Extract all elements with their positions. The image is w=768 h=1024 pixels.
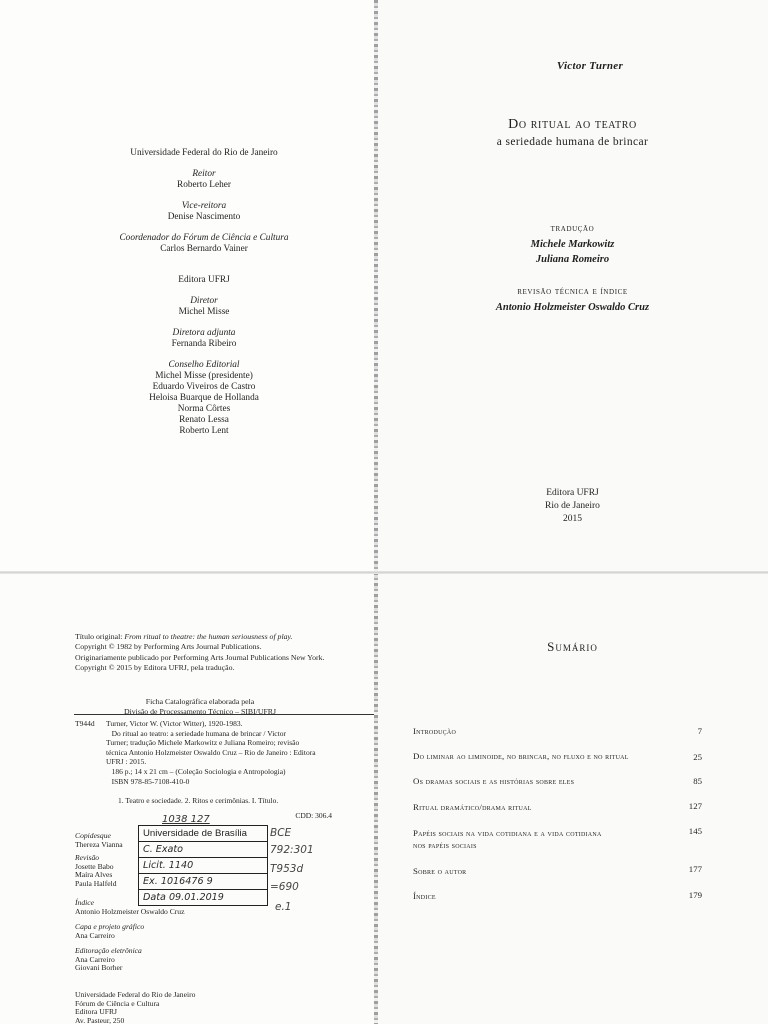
- toc-entry-page: 179: [688, 890, 702, 900]
- catalog-line: 186 p.; 14 x 21 cm – (Coleção Sociologia e Antropologia): [106, 766, 286, 776]
- credits-page: [0, 0, 376, 572]
- translation-label: tradução: [550, 223, 595, 234]
- stamp-row-licit: Licit. 1140: [139, 858, 267, 874]
- technical-reviewer-name: Antonio Holzmeister Oswaldo Cruz: [495, 302, 650, 313]
- catalog-subjects: 1. Teatro e sociedade. 2. Ritos e cerimônias. I. Título.: [118, 796, 279, 805]
- table-of-contents-page: [377, 573, 768, 1024]
- catalog-body: [106, 719, 338, 786]
- book-subtitle: a seriedade humana de brincar: [496, 136, 649, 148]
- ficha-heading-line: Divisão de Processamento Técnico – SIBI/UFRJ: [123, 706, 277, 716]
- conselho-member: Renato Lessa: [179, 415, 229, 425]
- university-name: Universidade Federal do Rio de Janeiro: [130, 148, 278, 158]
- copyright-line: Copyright © 1982 by Performing Arts Journal Publications.: [75, 642, 262, 652]
- staff-name: Maíra Alves: [75, 870, 113, 880]
- address-line: Fórum de Ciência e Cultura: [75, 998, 160, 1008]
- publisher-address: [75, 991, 195, 1024]
- original-title-prefix: Título original:: [75, 632, 125, 641]
- toc-title: Sumário: [547, 639, 598, 654]
- conselho-member: Norma Côrtes: [177, 404, 231, 414]
- toc-entry-page: 7: [697, 726, 702, 736]
- reitor-label: Reitor: [192, 169, 216, 179]
- handwritten-mark: e.1: [275, 901, 292, 913]
- conselho-label: Conselho Editorial: [168, 360, 240, 370]
- credits-block: [78, 148, 330, 437]
- staff-capa: [75, 923, 144, 940]
- copyright-block: [75, 632, 365, 674]
- page-divider: [0, 571, 768, 574]
- toc-entry-page: 85: [693, 776, 702, 786]
- publisher-name: Editora UFRJ: [546, 488, 599, 498]
- translator-name: Juliana Romeiro: [535, 254, 610, 265]
- staff-name: Paula Halfeld: [75, 878, 117, 888]
- ficha-heading-line: Ficha Catalográfica elaborada pela: [145, 697, 255, 706]
- conselho-member: Heloisa Buarque de Hollanda: [149, 393, 259, 403]
- copyright-line: Copyright © 2015 by Editora UFRJ, pela tradução.: [75, 663, 235, 673]
- catalog-line: ISBN 978-85-7108-410-0: [106, 776, 190, 786]
- catalog-card: [74, 714, 374, 827]
- catalog-line: Turner, Victor W. (Victor Witter), 1920-1983.: [106, 719, 243, 728]
- toc-entry-page: 127: [688, 801, 702, 811]
- staff-label: Copidesque: [75, 831, 111, 840]
- staff-label: Revisão: [75, 853, 100, 862]
- editora-name: Editora UFRJ: [178, 275, 230, 285]
- copyright-line: Originariamente publicado por Performing Arts Journal Publications New York.: [75, 652, 325, 662]
- original-title-line: [75, 632, 365, 642]
- handwritten-mark: BCE: [270, 827, 292, 839]
- copyright-page: [0, 573, 376, 1024]
- toc-entry-page: 145: [688, 826, 702, 836]
- address-line: Editora UFRJ: [75, 1007, 117, 1017]
- original-title: From ritual to theatre: the human seriousness of play.: [124, 632, 293, 641]
- staff-name: Antonio Holzmeister Oswaldo Cruz: [75, 906, 185, 916]
- diretor-name: Michel Misse: [178, 307, 230, 317]
- staff-label: Índice: [75, 898, 94, 907]
- toc-entry-label: Os dramas sociais e as histórias sobre eles: [413, 776, 575, 786]
- stamp-row-university: Universidade de Brasília: [139, 826, 267, 842]
- staff-name: Josette Babo: [75, 861, 114, 871]
- toc-entry-label: Do liminar ao liminoide, no brincar, no fluxo e no ritual: [413, 751, 629, 761]
- staff-label: Editoração eletrônica: [75, 946, 142, 955]
- author-name: Victor Turner: [556, 60, 624, 72]
- staff-name: Giovani Borher: [75, 963, 123, 973]
- handwritten-mark: 792:301: [270, 844, 314, 856]
- title-page: [377, 0, 768, 572]
- technical-review-label: revisão técnica e índice: [517, 286, 628, 297]
- handwritten-mark: =690: [270, 881, 299, 893]
- staff-name: Ana Carreiro: [75, 954, 115, 964]
- catalog-cdd: CDD: 306.4: [295, 811, 332, 820]
- coordenador-name: Carlos Bernardo Vainer: [160, 244, 248, 254]
- toc-entry-label: Índice: [413, 891, 436, 901]
- catalog-code: T944d: [75, 719, 95, 728]
- publication-year: 2015: [563, 514, 582, 524]
- vicereitora-name: Denise Nascimento: [167, 212, 241, 222]
- staff-editoracao: [75, 947, 142, 973]
- diretor-label: Diretor: [190, 296, 218, 306]
- catalog-line: Turner; tradução Michele Markowitz e Juliana Romeiro; revisão: [106, 738, 300, 748]
- toc-entry-label: Ritual dramático/drama ritual: [413, 802, 532, 812]
- stamp-row-date: Data 09.01.2019: [143, 892, 224, 903]
- conselho-member: Michel Misse (presidente): [155, 371, 253, 381]
- vicereitora-label: Vice-reitora: [181, 201, 227, 211]
- reitor-name: Roberto Leher: [177, 180, 231, 190]
- conselho-member: Eduardo Viveiros de Castro: [152, 382, 256, 392]
- diretora-adjunta-name: Fernanda Ribeiro: [171, 339, 237, 349]
- conselho-member: Roberto Lent: [179, 426, 229, 436]
- translator-name: Michele Markowitz: [530, 239, 615, 250]
- catalog-line: técnica Antonio Holzmeister Oswaldo Cruz – Rio de Janeiro : Editora: [106, 747, 316, 757]
- toc-entry-label: Papéis sociais na vida cotidiana e a vida cotidiana: [413, 828, 602, 838]
- publisher-city: Rio de Janeiro: [545, 501, 600, 511]
- book-spine-gutter: [374, 0, 378, 1024]
- address-line: Universidade Federal do Rio de Janeiro: [75, 990, 196, 999]
- toc-entry-page: 25: [693, 752, 702, 762]
- address-line: Av. Pasteur, 250: [75, 1015, 125, 1024]
- catalog-line: UFRJ : 2015.: [106, 757, 147, 767]
- coordenador-label: Coordenador do Fórum de Ciência e Cultura: [119, 233, 289, 243]
- toc-entry-label-continued: nos papéis sociais: [413, 840, 477, 850]
- handwritten-number: 1038 127: [162, 814, 210, 825]
- catalog-line: Do ritual ao teatro: a seriedade humana de brincar / Victor: [106, 728, 286, 738]
- staff-copidesque: [75, 832, 123, 849]
- book-title: [377, 117, 768, 133]
- toc-entry-page: 177: [688, 864, 702, 874]
- toc-entry-label: Sobre o autor: [413, 866, 467, 876]
- library-stamp: [138, 825, 268, 906]
- handwritten-mark: T953d: [270, 863, 304, 875]
- staff-name: Ana Carreiro: [75, 930, 115, 940]
- stamp-row-acquisition: C. Exato: [139, 842, 267, 858]
- staff-name: Thereza Vianna: [75, 839, 123, 849]
- stamp-row-exemplar: Ex. 1016476 9: [139, 874, 267, 890]
- staff-label: Capa e projeto gráfico: [75, 922, 145, 931]
- staff-revisao: [75, 854, 117, 888]
- toc-entry-label: Introdução: [413, 726, 457, 736]
- diretora-adjunta-label: Diretora adjunta: [172, 328, 236, 338]
- book-title-text: Do ritual ao teatro: [508, 117, 637, 132]
